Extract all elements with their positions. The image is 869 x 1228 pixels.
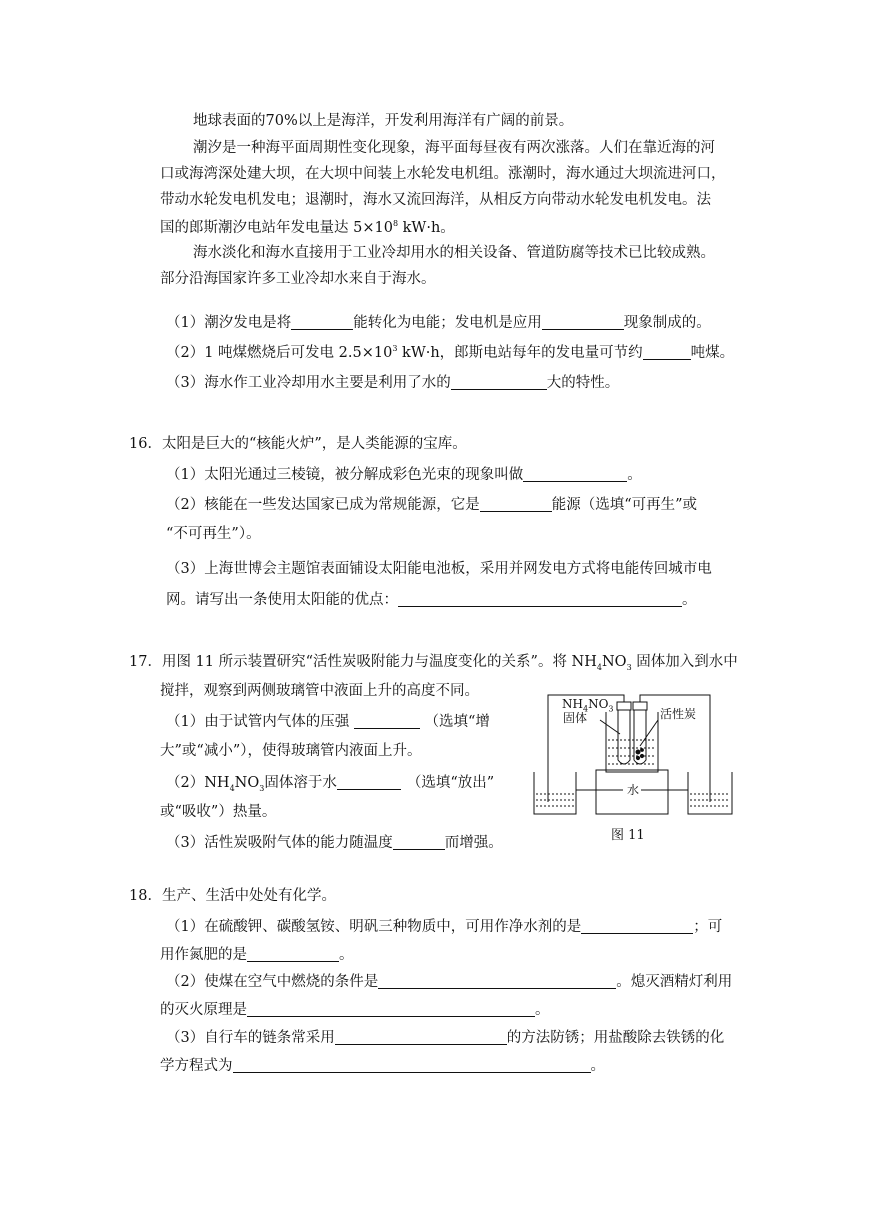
- q18-sub3-cont: 学方程式为 。: [160, 1058, 605, 1074]
- q17-sub1: （1）由于试管内气体的压强 （选填“增: [166, 714, 490, 730]
- answer-blank[interactable]: [335, 1030, 507, 1045]
- answer-blank[interactable]: [337, 775, 401, 790]
- answer-blank[interactable]: [247, 1002, 535, 1017]
- answer-blank[interactable]: [398, 592, 682, 607]
- q18-sub2: （2）使煤在空气中燃烧的条件是 。熄灭酒精灯利用: [166, 974, 733, 990]
- figure-label-carbon: 活性炭: [660, 707, 697, 721]
- q18-sub2-cont: 的灭火原理是 。: [160, 1002, 550, 1018]
- answer-blank[interactable]: [542, 315, 624, 330]
- answer-blank[interactable]: [523, 467, 627, 482]
- q16-stem: 16．太阳是巨大的“核能火炉”，是人类能源的宝库。: [129, 436, 467, 452]
- pointer-carbon: [640, 720, 658, 746]
- answer-blank[interactable]: [247, 947, 339, 962]
- answer-blank[interactable]: [393, 835, 445, 850]
- q18-sub3: （3）自行车的链条常采用 的方法防锈；用盐酸除去铁锈的化: [166, 1030, 725, 1046]
- q16-sub1: （1）太阳光通过三棱镜，被分解成彩色光束的现象叫做 。: [166, 467, 642, 483]
- passage-p3-line1: 海水淡化和海水直接用于工业冷却用水的相关设备、管道防腐等技术已比较成熟。: [193, 245, 715, 261]
- answer-blank[interactable]: [581, 919, 693, 934]
- q15-sub2: （2）1 吨煤燃烧后可发电 $2.5\times 10^3$ kW·h，郎斯电站每年的发电量可节约 吨煤。: [166, 344, 735, 361]
- stopper-left: [617, 702, 631, 710]
- figure-label-nh4no3: $NH_4NO_3$: [562, 697, 614, 714]
- q16-sub3: （3）上海世博会主题馆表面铺设太阳能电池板，采用并网发电方式将电能传回城市电: [166, 561, 712, 577]
- figure-label-solid: 固体: [563, 711, 588, 725]
- passage-p2-line1: 潮汐是一种海平面周期性变化现象，海平面每昼夜有两次涨落。人们在靠近海的河: [193, 140, 715, 156]
- passage-p2-line3: 带动水轮发电机发电；退潮时，海水又流回海洋，从相反方向带动水轮发电机发电。法: [160, 192, 711, 208]
- q17-stem: 17．用图 11 所示装置研究“活性炭吸附能力与温度变化的关系”。将 $NH_4NO_3$ 固体加入到水中: [129, 654, 738, 672]
- center-beaker: [606, 712, 658, 772]
- figure-label-water: 水: [627, 783, 640, 797]
- passage-p2-line2: 口或海湾深处建大坝，在大坝中间装上水轮发电机组。涨潮时，海水通过大坝流进河口，: [160, 166, 726, 182]
- q17-stem-cont: 搅拌，观察到两侧玻璃管中液面上升的高度不同。: [160, 683, 479, 699]
- q18-sub1-cont: 用作氮肥的是 。: [160, 947, 354, 963]
- answer-blank[interactable]: [354, 714, 420, 729]
- q16-sub3-cont: 网。请写出一条使用太阳能的优点： 。: [166, 592, 697, 608]
- q15-sub1: （1）潮汐发电是将 能转化为电能；发电机是应用 现象制成的。: [166, 315, 711, 331]
- answer-blank[interactable]: [451, 375, 547, 390]
- q16-sub2-cont: “不可再生”）。: [166, 526, 261, 542]
- answer-blank[interactable]: [643, 345, 691, 360]
- passage-p3-line2: 部分沿海国家许多工业冷却水来自于海水。: [160, 271, 436, 287]
- q16-sub2: （2）核能在一些发达国家已成为常规能源，它是 能源（选填“可再生”或: [166, 497, 698, 513]
- stopper-right: [633, 702, 647, 710]
- q18-sub1: （1）在硫酸钾、碳酸氢铵、明矾三种物质中，可用作净水剂的是 ；可: [166, 919, 723, 935]
- figure-11-apparatus: [528, 690, 744, 820]
- left-beaker: [534, 772, 576, 814]
- q17-sub2: $(2)NH_4NO_3$固体溶于水 （选填“放出”: [166, 775, 495, 793]
- answer-blank[interactable]: [233, 1058, 591, 1073]
- passage-p2-line4: 国的郎斯潮汐电站年发电量达 $5\times 10^8$ kW·h。: [160, 219, 455, 236]
- answer-blank[interactable]: [291, 315, 353, 330]
- q15-sub3: （3）海水作工业冷却用水主要是利用了水的 大的特性。: [166, 375, 620, 391]
- passage-p1: 地球表面的70%以上是海洋，开发利用海洋有广阔的前景。: [193, 113, 574, 129]
- q17-sub1-cont: 大”或“减小”），使得玻璃管内液面上升。: [160, 743, 422, 759]
- q18-stem: 18．生产、生活中处处有化学。: [129, 888, 336, 904]
- q17-sub3: （3）活性炭吸附气体的能力随温度 而增强。: [166, 835, 503, 851]
- q17-sub2-cont: 或“吸收”）热量。: [160, 804, 277, 820]
- pointer-solid: [600, 720, 620, 734]
- figure-caption: 图 11: [611, 828, 645, 843]
- answer-blank[interactable]: [480, 497, 552, 512]
- answer-blank[interactable]: [378, 974, 616, 989]
